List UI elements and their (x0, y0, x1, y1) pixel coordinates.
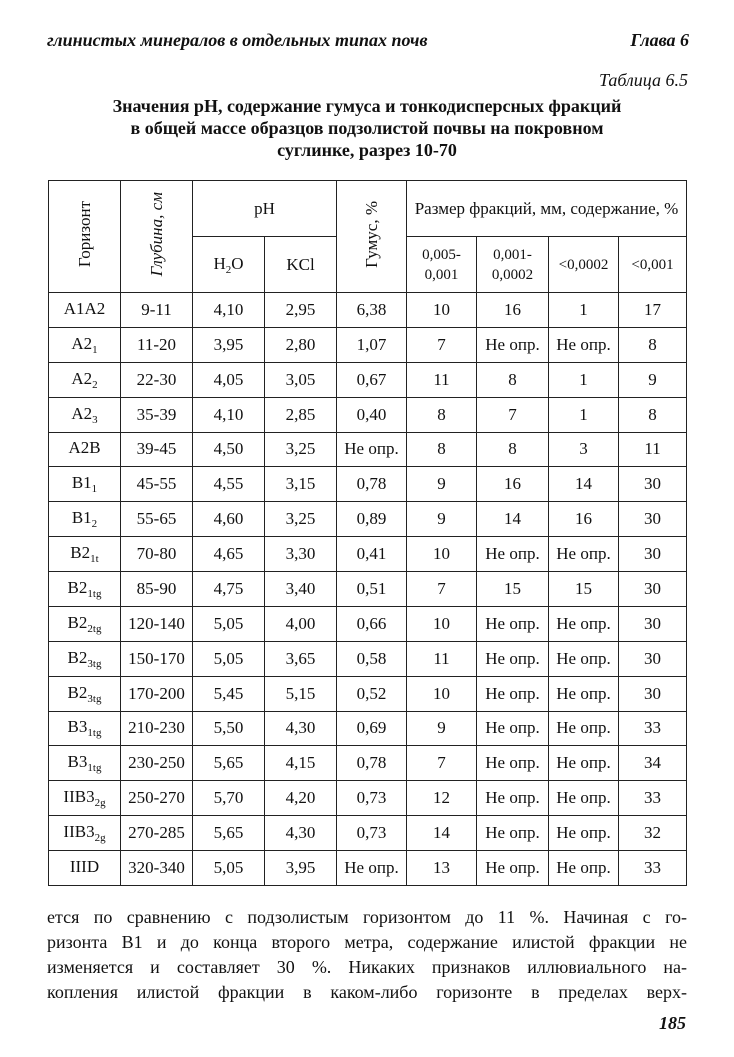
cell-horizon: $IIB3_{2g}$ (49, 781, 121, 816)
cell-depth: 45-55 (121, 467, 193, 502)
cell-fraction-lt-0001: 30 (619, 606, 687, 641)
cell-fraction-0001-00002: Не опр. (477, 327, 549, 362)
cell-ph-h2o: 5,05 (193, 606, 265, 641)
cell-fraction-0001-00002: 8 (477, 432, 549, 467)
page-number: 185 (659, 1013, 686, 1033)
cell-fraction-lt-0001: 30 (619, 467, 687, 502)
table-row (49, 711, 687, 746)
cell-fraction-0005-0001: 10 (407, 293, 477, 328)
header-fraction-lt-0001: <0,001 (619, 237, 687, 293)
cell-ph-kcl: 2,95 (265, 293, 337, 328)
cell-fraction-lt-00002: 1 (549, 293, 619, 328)
cell-fraction-lt-0001: 30 (619, 537, 687, 572)
cell-humus: 0,69 (337, 711, 407, 746)
cell-ph-h2o: 5,70 (193, 781, 265, 816)
cell-depth: 270-285 (121, 816, 193, 851)
table-label: Таблица 6.5 (598, 70, 688, 90)
cell-fraction-0005-0001: 12 (407, 781, 477, 816)
table-row (49, 293, 687, 328)
cell-ph-kcl: 3,05 (265, 362, 337, 397)
cell-fraction-0001-00002: Не опр. (477, 537, 549, 572)
cell-ph-kcl: 3,30 (265, 537, 337, 572)
body-line: копления илистой фракции в каком-либо горизонте в пределах верх- (47, 982, 687, 1002)
cell-fraction-lt-00002: Не опр. (549, 711, 619, 746)
cell-horizon: $B1_1$ (49, 467, 121, 502)
cell-fraction-lt-00002: 1 (549, 397, 619, 432)
cell-fraction-0005-0001: 11 (407, 362, 477, 397)
cell-ph-h2o: 4,50 (193, 432, 265, 467)
cell-horizon: $B3_{1tg}$ (49, 746, 121, 781)
cell-humus: 0,41 (337, 537, 407, 572)
cell-ph-kcl: 4,30 (265, 816, 337, 851)
table-row (49, 781, 687, 816)
body-line: изменяется и составляет 30 %. Никаких признаков иллювиального на- (47, 957, 687, 977)
cell-fraction-lt-00002: Не опр. (549, 606, 619, 641)
cell-depth: 250-270 (121, 781, 193, 816)
cell-fraction-0005-0001: 9 (407, 502, 477, 537)
cell-horizon: $A2_3$ (49, 397, 121, 432)
cell-depth: 230-250 (121, 746, 193, 781)
table-row (49, 606, 687, 641)
header-kcl: KCl (265, 237, 337, 293)
header-humus: Гумус, % (337, 181, 407, 293)
cell-fraction-lt-0001: 30 (619, 502, 687, 537)
cell-fraction-lt-0001: 33 (619, 711, 687, 746)
cell-depth: 210-230 (121, 711, 193, 746)
body-paragraph (47, 905, 687, 1005)
cell-fraction-0001-00002: 14 (477, 502, 549, 537)
body-line: ризонта B1 и до конца второго метра, содержание илистой фракции не (47, 932, 687, 952)
table-row (49, 327, 687, 362)
cell-depth: 85-90 (121, 572, 193, 607)
header-fraction-lt-00002: <0,0002 (549, 237, 619, 293)
cell-fraction-0005-0001: 7 (407, 572, 477, 607)
cell-fraction-lt-0001: 17 (619, 293, 687, 328)
cell-humus: 0,78 (337, 746, 407, 781)
cell-depth: 120-140 (121, 606, 193, 641)
cell-fraction-0005-0001: 8 (407, 432, 477, 467)
cell-depth: 70-80 (121, 537, 193, 572)
cell-ph-kcl: 3,25 (265, 502, 337, 537)
cell-fraction-lt-00002: 14 (549, 467, 619, 502)
cell-fraction-0005-0001: 10 (407, 537, 477, 572)
table-title-line: в общей массе образцов подзолистой почвы на покровном (130, 118, 604, 138)
cell-humus: 6,38 (337, 293, 407, 328)
cell-fraction-lt-00002: Не опр. (549, 641, 619, 676)
cell-horizon: $B1_2$ (49, 502, 121, 537)
cell-ph-kcl: 3,15 (265, 467, 337, 502)
running-header (45, 30, 689, 56)
cell-fraction-lt-0001: 11 (619, 432, 687, 467)
cell-fraction-lt-00002: 16 (549, 502, 619, 537)
table-row (49, 467, 687, 502)
table-row (49, 676, 687, 711)
cell-fraction-0001-00002: 15 (477, 572, 549, 607)
cell-fraction-0001-00002: Не опр. (477, 781, 549, 816)
cell-horizon: A2B (49, 432, 121, 467)
table-title-line: Значения pH, содержание гумуса и тонкодисперсных фракций (112, 96, 622, 116)
cell-horizon: $B2_{2tg}$ (49, 606, 121, 641)
cell-humus: 1,07 (337, 327, 407, 362)
cell-fraction-lt-00002: Не опр. (549, 816, 619, 851)
cell-horizon: $B2_{1t}$ (49, 537, 121, 572)
cell-fraction-lt-0001: 8 (619, 327, 687, 362)
table-row (49, 816, 687, 851)
cell-fraction-0005-0001: 13 (407, 851, 477, 886)
cell-ph-kcl: 4,30 (265, 711, 337, 746)
cell-horizon: $IIB3_{2g}$ (49, 816, 121, 851)
cell-horizon: IIID (49, 851, 121, 886)
cell-ph-kcl: 3,25 (265, 432, 337, 467)
header-fraction-0005-0001: 0,005- 0,001 (407, 237, 477, 293)
cell-fraction-0005-0001: 11 (407, 641, 477, 676)
cell-fraction-lt-00002: Не опр. (549, 537, 619, 572)
header-depth: Глубина, см (121, 181, 193, 293)
cell-ph-h2o: 4,05 (193, 362, 265, 397)
cell-fraction-0005-0001: 10 (407, 676, 477, 711)
data-table (48, 180, 687, 886)
table-row (49, 432, 687, 467)
table-row (49, 537, 687, 572)
cell-ph-kcl: 2,85 (265, 397, 337, 432)
cell-ph-h2o: 5,50 (193, 711, 265, 746)
table-row (49, 746, 687, 781)
cell-ph-h2o: 5,05 (193, 641, 265, 676)
cell-ph-kcl: 4,00 (265, 606, 337, 641)
cell-horizon: $A2_1$ (49, 327, 121, 362)
header-horizon: Горизонт (49, 181, 121, 293)
cell-fraction-0005-0001: 14 (407, 816, 477, 851)
cell-ph-kcl: 3,40 (265, 572, 337, 607)
cell-ph-h2o: 4,60 (193, 502, 265, 537)
cell-fraction-lt-0001: 30 (619, 641, 687, 676)
cell-humus: Не опр. (337, 432, 407, 467)
cell-fraction-0001-00002: 7 (477, 397, 549, 432)
cell-fraction-0005-0001: 7 (407, 746, 477, 781)
cell-fraction-0001-00002: Не опр. (477, 606, 549, 641)
cell-fraction-lt-0001: 32 (619, 816, 687, 851)
header-fractions: Размер фракций, мм, содержание, % (407, 181, 687, 237)
cell-fraction-lt-00002: Не опр. (549, 781, 619, 816)
cell-fraction-0001-00002: 16 (477, 293, 549, 328)
cell-ph-kcl: 4,15 (265, 746, 337, 781)
cell-ph-h2o: 5,45 (193, 676, 265, 711)
cell-ph-kcl: 5,15 (265, 676, 337, 711)
cell-fraction-0001-00002: 16 (477, 467, 549, 502)
cell-depth: 170-200 (121, 676, 193, 711)
cell-fraction-lt-00002: 15 (549, 572, 619, 607)
cell-ph-h2o: 4,65 (193, 537, 265, 572)
cell-humus: 0,73 (337, 781, 407, 816)
cell-fraction-0001-00002: Не опр. (477, 816, 549, 851)
cell-fraction-lt-0001: 8 (619, 397, 687, 432)
table-row (49, 851, 687, 886)
cell-ph-kcl: 3,95 (265, 851, 337, 886)
cell-horizon: $B2_{3tg}$ (49, 676, 121, 711)
cell-ph-h2o: 3,95 (193, 327, 265, 362)
table-title-line: суглинке, разрез 10-70 (277, 140, 457, 160)
cell-depth: 22-30 (121, 362, 193, 397)
cell-ph-h2o: 5,65 (193, 746, 265, 781)
cell-depth: 35-39 (121, 397, 193, 432)
table-row (49, 397, 687, 432)
cell-horizon: $B3_{1tg}$ (49, 711, 121, 746)
cell-humus: 0,58 (337, 641, 407, 676)
cell-fraction-lt-0001: 34 (619, 746, 687, 781)
header-fraction-0001-00002: 0,001- 0,0002 (477, 237, 549, 293)
cell-humus: 0,67 (337, 362, 407, 397)
cell-horizon: $B2_{1tg}$ (49, 572, 121, 607)
cell-fraction-lt-0001: 30 (619, 676, 687, 711)
cell-humus: 0,89 (337, 502, 407, 537)
cell-fraction-lt-0001: 33 (619, 781, 687, 816)
running-header-chapter-topic: глинистых минералов в отдельных типах почв (47, 30, 428, 50)
cell-fraction-0001-00002: Не опр. (477, 641, 549, 676)
cell-humus: 0,66 (337, 606, 407, 641)
cell-humus: 0,73 (337, 816, 407, 851)
cell-ph-h2o: 5,65 (193, 816, 265, 851)
body-line: ется по сравнению с подзолистым горизонтом до 11 %. Начиная с го- (47, 907, 687, 927)
header-h2o: $H_2O$ (193, 237, 265, 293)
cell-fraction-0001-00002: 8 (477, 362, 549, 397)
cell-fraction-lt-00002: Не опр. (549, 851, 619, 886)
cell-fraction-0005-0001: 9 (407, 711, 477, 746)
table-row (49, 362, 687, 397)
cell-fraction-0001-00002: Не опр. (477, 676, 549, 711)
table-row (49, 572, 687, 607)
cell-humus: 0,51 (337, 572, 407, 607)
cell-fraction-lt-0001: 33 (619, 851, 687, 886)
cell-fraction-0005-0001: 7 (407, 327, 477, 362)
cell-humus: 0,78 (337, 467, 407, 502)
cell-fraction-lt-00002: 3 (549, 432, 619, 467)
cell-depth: 11-20 (121, 327, 193, 362)
cell-ph-h2o: 4,10 (193, 293, 265, 328)
cell-fraction-lt-00002: Не опр. (549, 327, 619, 362)
cell-horizon: $B2_{3tg}$ (49, 641, 121, 676)
cell-depth: 320-340 (121, 851, 193, 886)
cell-horizon: A1A2 (49, 293, 121, 328)
cell-fraction-0005-0001: 8 (407, 397, 477, 432)
cell-ph-kcl: 4,20 (265, 781, 337, 816)
cell-ph-h2o: 4,10 (193, 397, 265, 432)
cell-fraction-0001-00002: Не опр. (477, 711, 549, 746)
cell-ph-kcl: 2,80 (265, 327, 337, 362)
cell-depth: 9-11 (121, 293, 193, 328)
cell-humus: 0,40 (337, 397, 407, 432)
cell-ph-h2o: 5,05 (193, 851, 265, 886)
table-title (60, 95, 674, 161)
table-row (49, 641, 687, 676)
cell-fraction-lt-00002: 1 (549, 362, 619, 397)
cell-fraction-0001-00002: Не опр. (477, 746, 549, 781)
header-ph: pH (193, 181, 337, 237)
cell-fraction-lt-00002: Не опр. (549, 746, 619, 781)
cell-ph-h2o: 4,75 (193, 572, 265, 607)
cell-horizon: $A2_2$ (49, 362, 121, 397)
cell-depth: 55-65 (121, 502, 193, 537)
cell-depth: 39-45 (121, 432, 193, 467)
cell-fraction-lt-00002: Не опр. (549, 676, 619, 711)
cell-humus: Не опр. (337, 851, 407, 886)
cell-fraction-lt-0001: 30 (619, 572, 687, 607)
cell-fraction-0001-00002: Не опр. (477, 851, 549, 886)
running-header-chapter: Глава 6 (630, 30, 689, 50)
cell-ph-h2o: 4,55 (193, 467, 265, 502)
cell-depth: 150-170 (121, 641, 193, 676)
cell-humus: 0,52 (337, 676, 407, 711)
cell-fraction-0005-0001: 10 (407, 606, 477, 641)
cell-fraction-0005-0001: 9 (407, 467, 477, 502)
cell-ph-kcl: 3,65 (265, 641, 337, 676)
cell-fraction-lt-0001: 9 (619, 362, 687, 397)
table-row (49, 502, 687, 537)
